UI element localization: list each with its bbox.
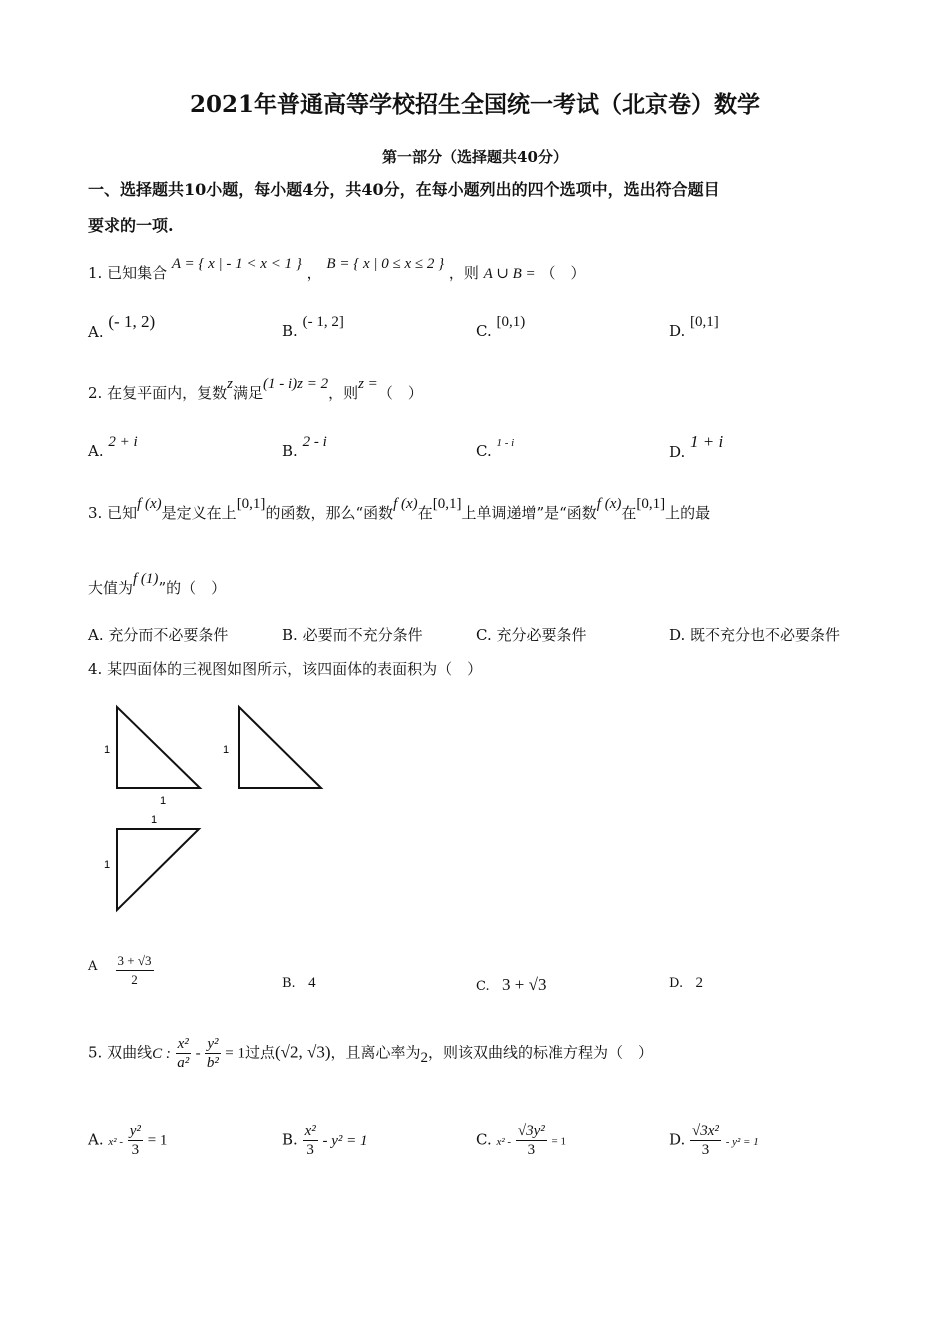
q5-option-a[interactable]: A. x² - $\frac{\text{y²}}{3}$ = 1 (88, 1123, 168, 1158)
part-heading: 第一部分（选择题共40分） (382, 148, 568, 166)
section-instructions-line1: 一、选择题共10小题，每小题4分，共40分，在每小题列出的四个选项中，选出符合题目 (88, 180, 720, 199)
side-view-triangle (239, 707, 321, 788)
q5-option-b[interactable]: B. $\frac{\text{x²}}{3}$ - y² = 1 (282, 1123, 368, 1158)
q1-option-d[interactable]: D. [0,1] (669, 314, 719, 340)
top-view-top-label: 1 (151, 814, 158, 826)
q1-set-a: A = { x | - 1 < x < 1 } (171, 256, 302, 272)
q2-equation: (1 - i)z = 2 (262, 376, 329, 392)
question-4: 4. 某四面体的三视图如图所示，该四面体的表面积为（ ） (88, 660, 483, 678)
front-view-bottom-label: 1 (160, 795, 167, 807)
q2-option-d[interactable]: D. 1 + i (669, 432, 724, 461)
q1-comma: ， (306, 264, 322, 282)
question-2 (88, 376, 423, 403)
front-view-left-label: 1 (104, 744, 111, 756)
q1-expr: A ∪ B = (483, 266, 536, 282)
question-3-line1: 3. 已知f (x)是定义在上[0,1]的函数，那么“函数f (x)在[0,1]上单调递增”是“函数f (x)在[0,1]上的最 (88, 496, 711, 522)
q2-option-a[interactable]: A. 2 + i (88, 434, 138, 460)
q2-option-c[interactable]: C. $^{1 - i}$ (476, 437, 515, 460)
side-view-left-label: 1 (223, 744, 230, 756)
top-view-left-label: 1 (104, 859, 111, 871)
q1-set-b: B = { x | 0 ≤ x ≤ 2 } (326, 256, 445, 272)
page-title: 2021年普通高等学校招生全国统一考试（北京卷）数学 (189, 91, 760, 118)
q1-mid: ，则 (448, 264, 479, 282)
q2-mid: 满足 (232, 384, 263, 402)
q3-option-c[interactable]: C. 充分必要条件 (476, 626, 587, 644)
q1-option-c[interactable]: C. [0,1) (476, 314, 526, 340)
q4-option-b[interactable]: B. 4 (282, 975, 316, 991)
question-3-line2: 大值为f (1)”的（ ） (88, 571, 227, 597)
q4-option-d[interactable]: D. 2 (669, 975, 703, 991)
front-view-triangle (117, 707, 200, 788)
top-view-triangle (117, 829, 199, 910)
q2-expr: z = (358, 376, 378, 392)
q5-option-c[interactable]: C. x² - $\frac{\text{√3y²}}{3}$ = 1 (476, 1123, 567, 1158)
q5-option-d[interactable]: D. $\frac{\text{√3x²}}{3}$ - y² = 1 (669, 1123, 759, 1158)
section-instructions-line2: 要求的一项. (88, 216, 174, 235)
q2-prefix: 2. 在复平面内，复数 (88, 384, 228, 402)
q1-option-b[interactable]: B. (- 1, 2] (282, 314, 344, 340)
q3-option-d[interactable]: D. 既不充分也不必要条件 (669, 626, 841, 644)
q2-option-b[interactable]: B. 2 - i (282, 434, 327, 460)
q3-option-a[interactable]: A. 充分而不必要条件 (88, 626, 229, 644)
q1-prefix: 1. 已知集合 (88, 264, 168, 282)
q1-paren: （ ） (540, 264, 586, 282)
question-1 (88, 256, 586, 283)
q2-paren: （ ） (377, 384, 423, 402)
question-5: 5. 双曲线C : $\frac{\text{x²}}{\text{a²}}$ - $\frac{\text{y²}}{\text{b²}}$ = 1过点(√2, √3)，且离心率为2，则该双曲线的标准方程为（ ） (88, 1036, 654, 1071)
q1-option-a[interactable]: A. (- 1, 2) (88, 312, 156, 341)
three-view-figure (95, 700, 335, 920)
q4-option-a[interactable]: A $\frac{3 + √3}{2}$ (88, 953, 152, 987)
q2-z: z (227, 376, 233, 392)
q4-option-c[interactable]: C. 3 + √3 (476, 975, 547, 994)
q3-option-b[interactable]: B. 必要而不充分条件 (282, 626, 423, 644)
q2-then: ，则 (328, 384, 359, 402)
